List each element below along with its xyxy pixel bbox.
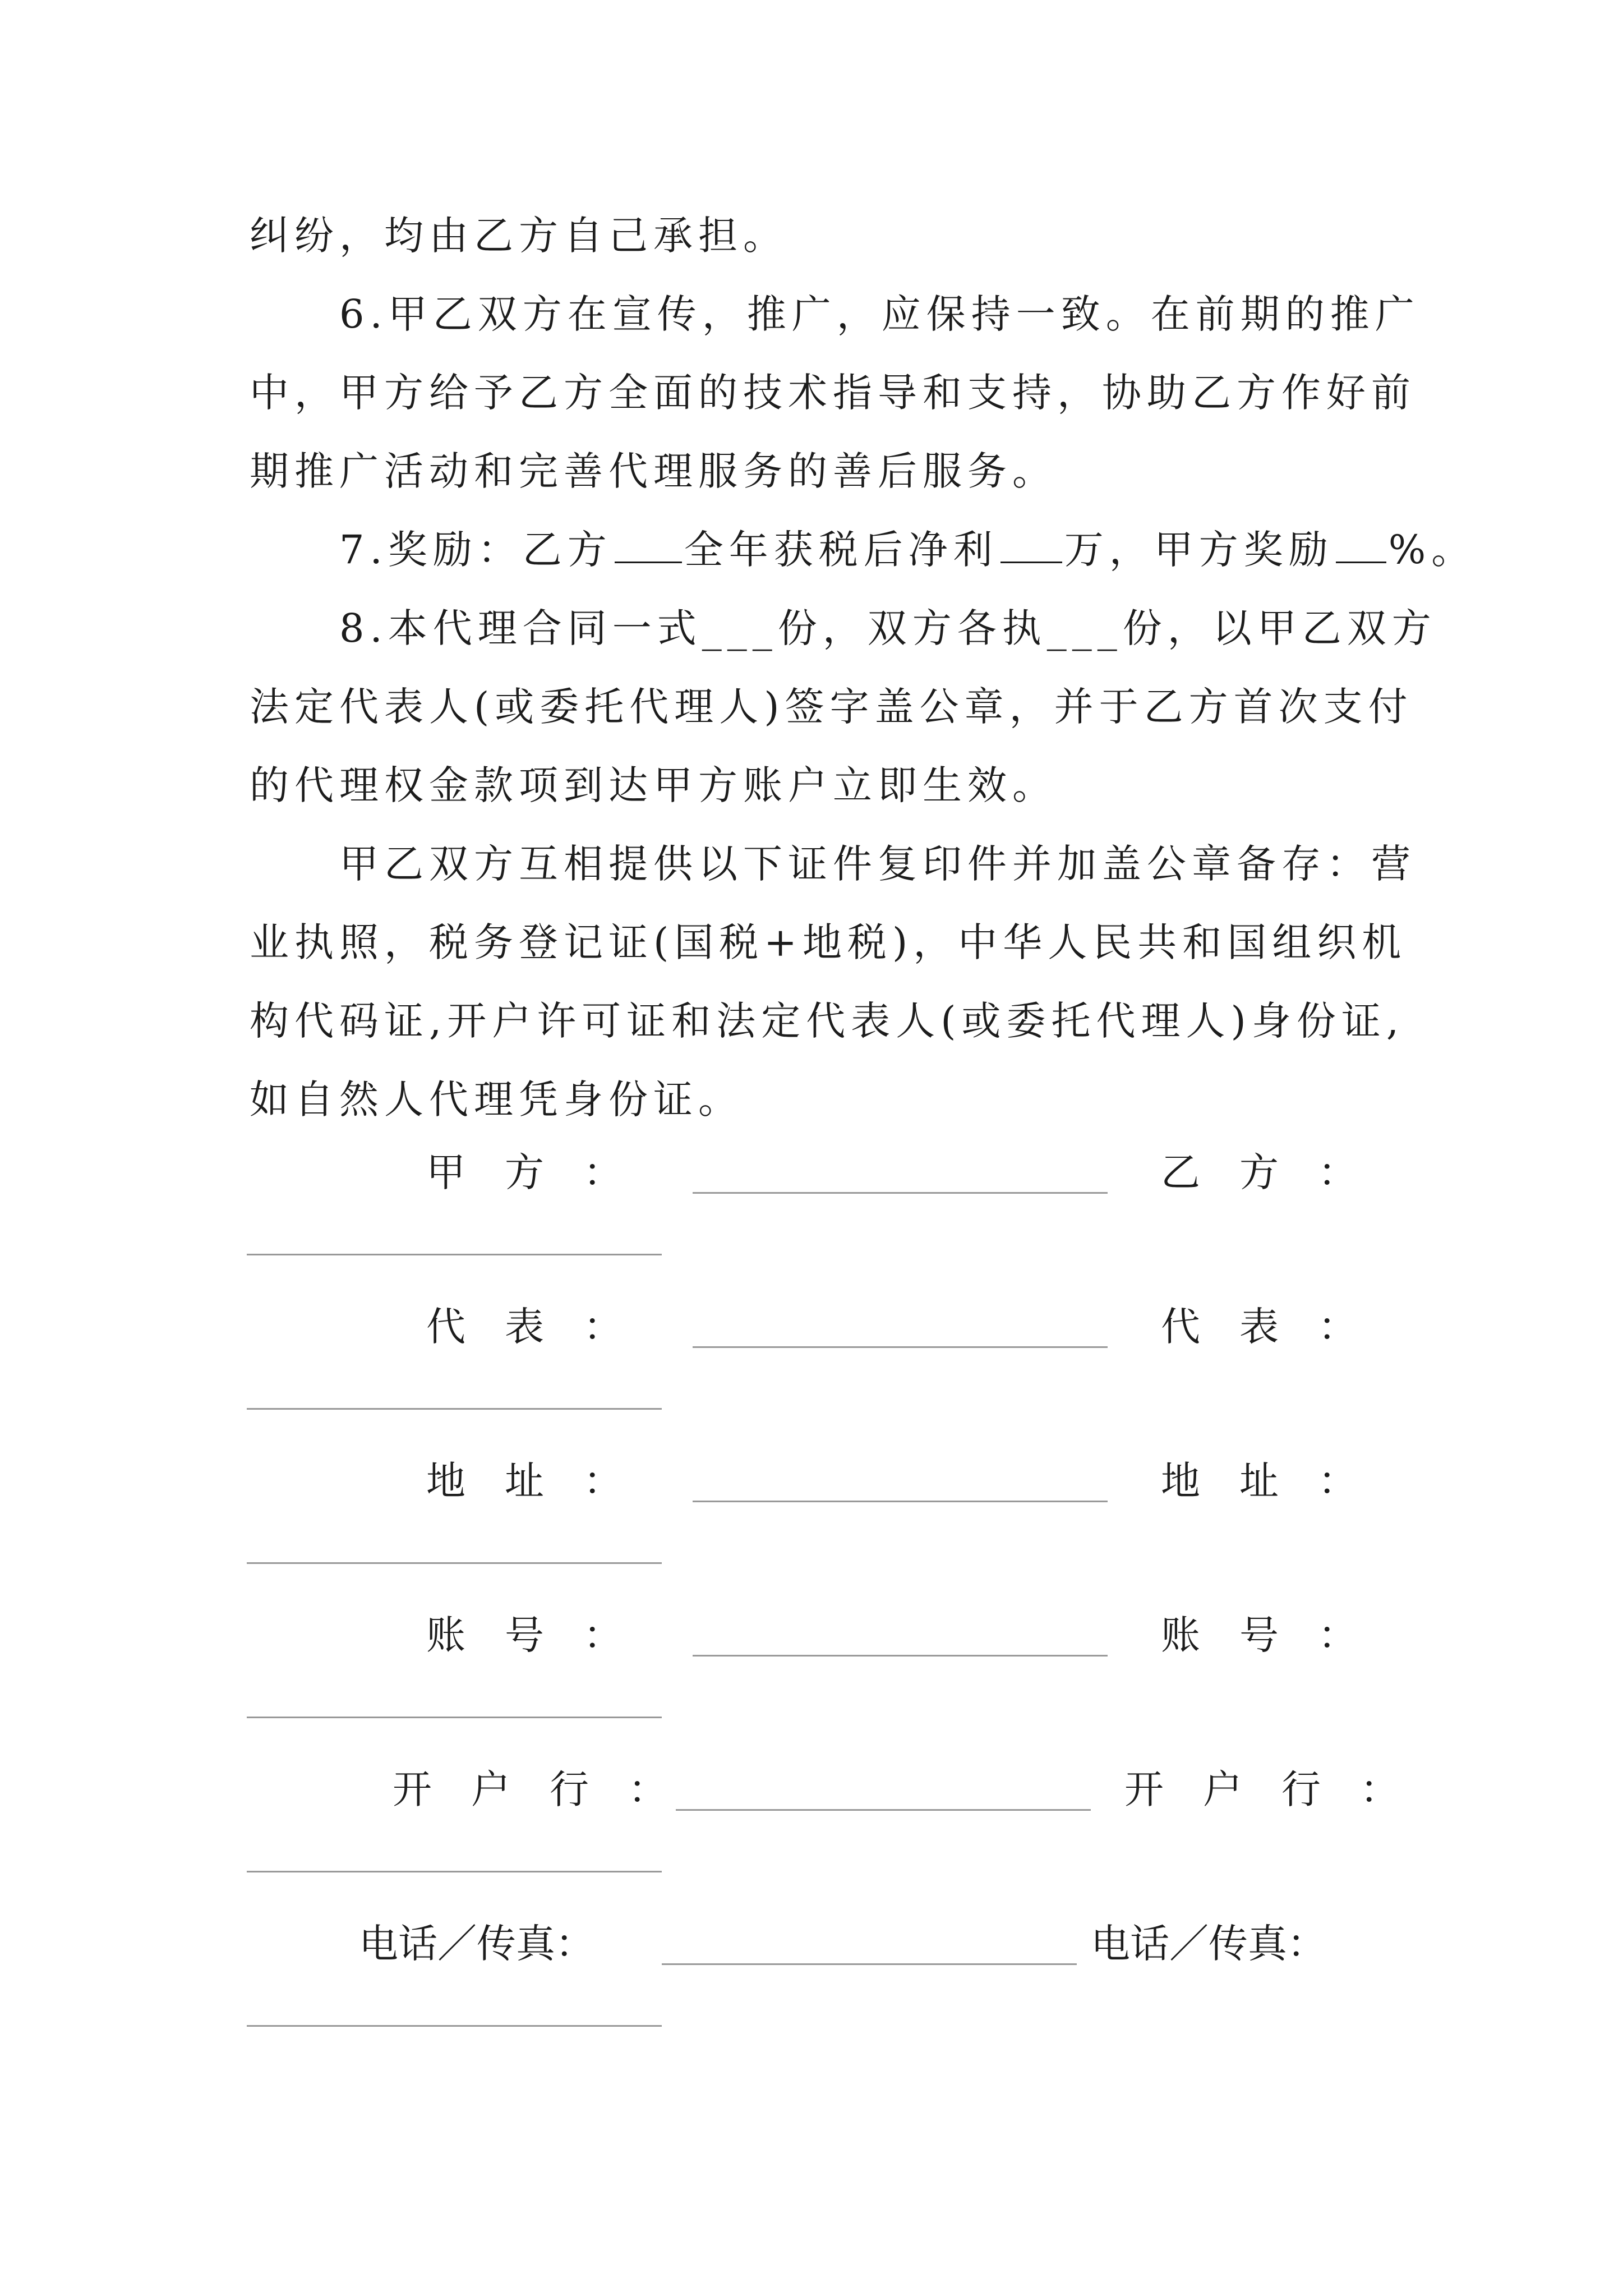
representative-b-fill-line[interactable] xyxy=(247,1408,662,1410)
account-a-label: 账 号 ： xyxy=(426,1612,623,1658)
paragraph-line: 6.甲乙双方在宣传，推广，应保持一致。在前期的推广 xyxy=(339,291,1420,337)
signature-row xyxy=(0,1761,1623,1818)
paragraph-line: 法定代表人(或委托代理人)签字盖公章，并于乙方首次支付 xyxy=(250,684,1413,730)
reward-line xyxy=(339,522,1476,578)
reward-text: 全年获税后净利 xyxy=(684,527,998,573)
bank-a-fill-line[interactable] xyxy=(676,1809,1091,1811)
reward-text: %。 xyxy=(1388,527,1477,573)
paragraph-line: 甲乙双方互相提供以下证件复印件并加盖公章备存：营 xyxy=(339,841,1416,887)
paragraph-line: 中，甲方给予乙方全面的技术指导和支持，协助乙方作好前 xyxy=(250,370,1416,416)
address-b-label: 地 址 ： xyxy=(1161,1458,1357,1504)
blank-field[interactable] xyxy=(1336,522,1386,563)
bank-b-label: 开 户 行 ： xyxy=(1124,1766,1399,1812)
signature-row xyxy=(0,1144,1623,1200)
paragraph-line: 构代码证,开户许可证和法定代表人(或委托代理人)身份证, xyxy=(250,998,1405,1044)
representative-b-label: 代 表 ： xyxy=(1161,1304,1357,1350)
signature-row xyxy=(0,1607,1623,1663)
blank-field[interactable] xyxy=(615,522,682,563)
representative-a-label: 代 表 ： xyxy=(426,1304,623,1350)
phone-fax-a-fill-line[interactable] xyxy=(662,1963,1077,1965)
address-a-label: 地 址 ： xyxy=(426,1458,623,1504)
reward-text: 7.奖励：乙方 xyxy=(339,527,612,573)
paragraph-line: 的代理权金款项到达甲方账户立即生效。 xyxy=(250,762,1057,808)
account-b-fill-line[interactable] xyxy=(247,1717,662,1718)
bank-b-fill-line[interactable] xyxy=(247,1871,662,1872)
bank-a-label: 开 户 行 ： xyxy=(393,1766,667,1812)
representative-a-fill-line[interactable] xyxy=(693,1346,1108,1348)
signature-row xyxy=(0,1299,1623,1355)
party-a-fill-line[interactable] xyxy=(693,1192,1108,1194)
address-a-fill-line[interactable] xyxy=(693,1501,1108,1502)
phone-fax-b-label: 电话／传真： xyxy=(1091,1921,1326,1967)
reward-text: 万，甲方奖励 xyxy=(1064,527,1334,573)
signature-row xyxy=(0,1453,1623,1509)
account-b-label: 账 号 ： xyxy=(1161,1612,1357,1658)
paragraph-line: 纠纷，均由乙方自己承担。 xyxy=(250,213,788,259)
paragraph-line: 8.本代理合同一式___份，双方各执___份，以甲乙双方 xyxy=(339,605,1437,651)
signature-row xyxy=(0,1916,1623,1972)
party-b-label: 乙 方 ： xyxy=(1161,1149,1357,1195)
address-b-fill-line[interactable] xyxy=(247,1562,662,1564)
phone-fax-a-label: 电话／传真： xyxy=(359,1921,594,1967)
phone-fax-b-fill-line[interactable] xyxy=(247,2025,662,2027)
paragraph-line: 业执照，税务登记证(国税+地税)，中华人民共和国组织机 xyxy=(250,919,1407,965)
paragraph-line: 期推广活动和完善代理服务的善后服务。 xyxy=(250,448,1057,494)
blank-field[interactable] xyxy=(1000,522,1062,563)
party-b-fill-line[interactable] xyxy=(247,1254,662,1255)
paragraph-line: 如自然人代理凭身份证。 xyxy=(250,1076,743,1122)
account-a-fill-line[interactable] xyxy=(693,1655,1108,1657)
party-a-label: 甲 方 ： xyxy=(426,1149,623,1195)
